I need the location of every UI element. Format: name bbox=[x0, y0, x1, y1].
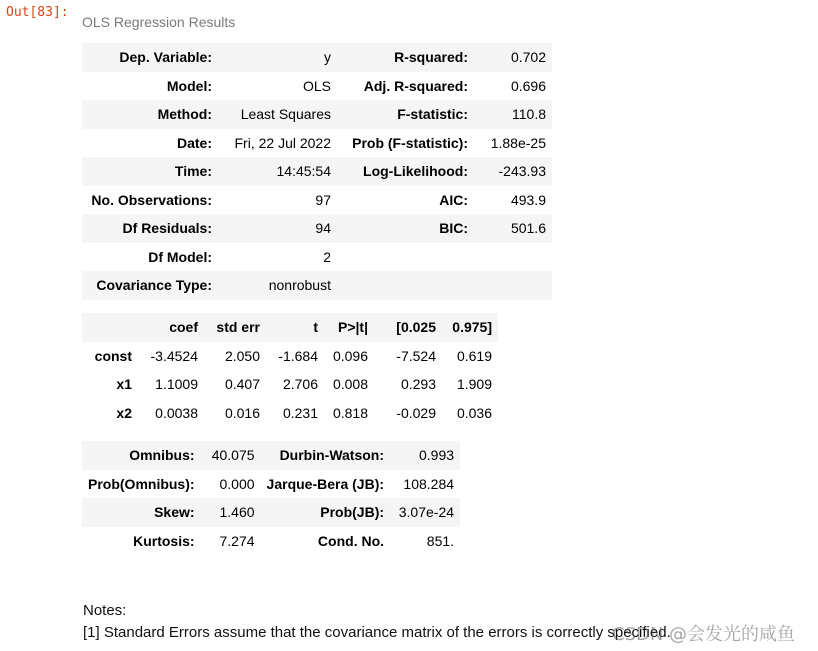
row-label: Durbin-Watson: bbox=[261, 441, 390, 470]
row-label: Skew: bbox=[82, 498, 201, 527]
row-label: const bbox=[82, 342, 138, 371]
cell-value: 0.0038 bbox=[138, 399, 204, 428]
row-value: 493.9 bbox=[510, 191, 546, 208]
row-value: 3.07e-24 bbox=[390, 498, 460, 527]
table-row bbox=[82, 527, 460, 556]
column-header: t bbox=[266, 313, 324, 342]
row-value: 7.274 bbox=[219, 532, 255, 549]
watermark: CSDN @会发光的咸鱼 bbox=[612, 624, 796, 645]
row-value: 110.8 bbox=[474, 100, 552, 129]
column-header bbox=[82, 313, 138, 342]
row-value: y bbox=[218, 43, 337, 72]
cell-value: 2.706 bbox=[282, 376, 318, 393]
row-value: 94 bbox=[218, 214, 337, 243]
notes-line: [1] Standard Errors assume that the covariance matrix of the errors is correctly specified. bbox=[83, 624, 671, 641]
table-row bbox=[82, 129, 552, 158]
column-header: 0.975] bbox=[442, 313, 498, 342]
cell-value: -7.524 bbox=[374, 342, 442, 371]
cell-value: -3.4524 bbox=[138, 342, 204, 371]
row-label: Df Residuals: bbox=[82, 214, 218, 243]
table-row bbox=[82, 370, 498, 399]
row-value: 14:45:54 bbox=[218, 157, 337, 186]
cell-value: 2.050 bbox=[204, 342, 266, 371]
table-row bbox=[82, 399, 498, 428]
column-header: [0.025 bbox=[374, 313, 442, 342]
row-label: Prob(JB): bbox=[261, 498, 390, 527]
column-header: std err bbox=[204, 313, 266, 342]
row-label bbox=[337, 243, 474, 272]
row-label: Log-Likelihood: bbox=[337, 157, 474, 186]
row-label bbox=[337, 271, 474, 300]
row-label: Covariance Type: bbox=[82, 271, 218, 300]
row-label: Omnibus: bbox=[82, 441, 201, 470]
row-label: Kurtosis: bbox=[133, 532, 195, 549]
cell-value: -1.684 bbox=[266, 342, 324, 371]
row-value: 2 bbox=[323, 248, 331, 265]
row-value: -243.93 bbox=[474, 157, 552, 186]
table-row bbox=[82, 214, 552, 243]
column-header: coef bbox=[138, 313, 204, 342]
cell-value: 0.293 bbox=[400, 376, 436, 393]
table-row bbox=[82, 271, 552, 300]
table-row bbox=[82, 157, 552, 186]
row-label: AIC: bbox=[439, 191, 468, 208]
row-label: BIC: bbox=[337, 214, 474, 243]
cell-value: 0.016 bbox=[204, 399, 266, 428]
row-value bbox=[474, 243, 552, 272]
column-header: P>|t| bbox=[324, 313, 374, 342]
row-value: 851. bbox=[426, 532, 455, 549]
cell-value: 0.036 bbox=[442, 399, 498, 428]
table-row bbox=[82, 243, 552, 272]
table-row bbox=[82, 441, 460, 470]
cell-value: 0.008 bbox=[332, 376, 368, 393]
row-value: 0.696 bbox=[510, 77, 546, 94]
row-value: 108.284 bbox=[403, 475, 455, 492]
cell-value: 0.231 bbox=[266, 399, 324, 428]
row-value: 0.993 bbox=[390, 441, 460, 470]
row-value bbox=[474, 271, 552, 300]
row-label: Df Model: bbox=[148, 248, 212, 265]
notes-title: Notes: bbox=[83, 602, 127, 619]
cell-value: 0.818 bbox=[324, 399, 374, 428]
row-label: Date: bbox=[176, 134, 212, 151]
table-row bbox=[82, 498, 460, 527]
table-row bbox=[82, 470, 460, 499]
row-label: F-statistic: bbox=[337, 100, 474, 129]
row-label: Dep. Variable: bbox=[82, 43, 218, 72]
row-value: Least Squares bbox=[218, 100, 337, 129]
row-value: OLS bbox=[302, 77, 331, 94]
row-value: 40.075 bbox=[201, 441, 261, 470]
cell-value: 0.407 bbox=[224, 376, 260, 393]
table-row bbox=[82, 100, 552, 129]
row-value: Fri, 22 Jul 2022 bbox=[234, 134, 331, 151]
row-label: x2 bbox=[82, 399, 138, 428]
row-value: 0.702 bbox=[474, 43, 552, 72]
row-label: R-squared: bbox=[337, 43, 474, 72]
row-value: 97 bbox=[315, 191, 331, 208]
row-label: Cond. No. bbox=[317, 532, 385, 549]
row-label: Prob (F-statistic): bbox=[352, 134, 468, 151]
cell-value: -0.029 bbox=[374, 399, 442, 428]
row-label: x1 bbox=[116, 376, 132, 393]
coefficients-table bbox=[82, 313, 498, 427]
cell-value: 0.096 bbox=[324, 342, 374, 371]
table-row bbox=[82, 342, 498, 371]
cell-value: 1.1009 bbox=[155, 376, 198, 393]
row-label: Jarque-Bera (JB): bbox=[266, 475, 385, 492]
notes bbox=[83, 600, 671, 644]
table-row bbox=[82, 186, 552, 215]
table-caption: OLS Regression Results bbox=[82, 14, 236, 30]
table-row bbox=[82, 43, 552, 72]
row-label: No. Observations: bbox=[91, 191, 212, 208]
diagnostics-table bbox=[82, 441, 460, 555]
row-value: 0.000 bbox=[219, 475, 255, 492]
row-value: 501.6 bbox=[474, 214, 552, 243]
row-label: Prob(Omnibus): bbox=[88, 475, 195, 492]
row-label: Time: bbox=[82, 157, 218, 186]
output-prompt: Out[83]: bbox=[6, 5, 69, 20]
row-label: Model: bbox=[166, 77, 212, 94]
row-label: Method: bbox=[82, 100, 218, 129]
row-label: Adj. R-squared: bbox=[363, 77, 468, 94]
row-value: nonrobust bbox=[218, 271, 337, 300]
cell-value: 0.619 bbox=[442, 342, 498, 371]
table-row bbox=[82, 72, 552, 101]
row-value: 1.460 bbox=[201, 498, 261, 527]
row-value: 1.88e-25 bbox=[490, 134, 546, 151]
model-summary-table bbox=[82, 43, 552, 300]
cell-value: 1.909 bbox=[456, 376, 492, 393]
